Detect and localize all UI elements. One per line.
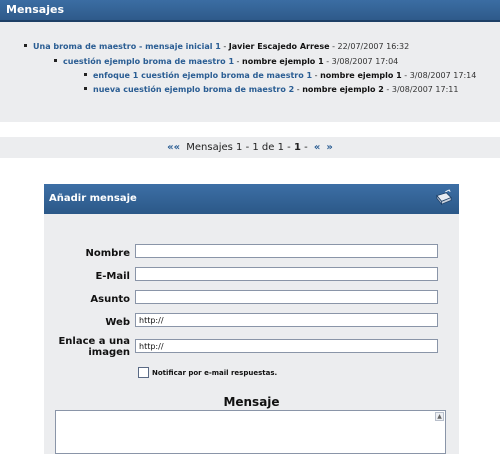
pager [0, 137, 500, 158]
message-date: - 3/08/2007 17:11 [383, 85, 459, 94]
current-page: 1 [293, 142, 301, 153]
message-date: - 3/08/2007 17:04 [323, 57, 399, 66]
add-message-form [44, 184, 459, 454]
list-item [54, 56, 398, 67]
image-link-field[interactable]: http:// [135, 339, 438, 353]
separator: - [294, 85, 303, 94]
message-author: nombre ejemplo 2 [302, 85, 384, 94]
bullet-icon [84, 73, 87, 76]
list-item [84, 84, 458, 95]
pager-sep: - [300, 142, 311, 153]
message-date: - 3/08/2007 17:14 [401, 71, 477, 80]
form-header [44, 184, 459, 214]
email-label: E-Mail [95, 271, 130, 282]
nombre-field[interactable] [135, 244, 438, 258]
add-message-icon [434, 189, 453, 208]
list-item [84, 70, 476, 81]
message-link[interactable]: cuestión ejemplo broma de maestro 1 [63, 57, 235, 66]
pager-text: Mensajes 1 - 1 de 1 - [183, 142, 294, 153]
web-label: Web [105, 317, 130, 328]
enlace-label-line1: Enlace a una [58, 336, 130, 347]
message-textarea[interactable] [55, 410, 446, 454]
web-field[interactable]: http:// [135, 313, 438, 327]
enlace-label-line2: imagen [88, 347, 130, 358]
asunto-label: Asunto [90, 294, 130, 305]
bullet-icon [84, 87, 87, 90]
message-link[interactable]: nueva cuestión ejemplo broma de maestro 2 [93, 85, 295, 94]
notify-checkbox[interactable] [138, 367, 149, 378]
message-date: - 22/07/2007 16:32 [329, 42, 410, 51]
bullet-icon [24, 44, 27, 47]
first-page-link[interactable]: «« [167, 142, 181, 153]
nombre-label: Nombre [85, 248, 130, 259]
prev-page-link[interactable]: « [313, 142, 321, 153]
scroll-up-icon[interactable]: ▲ [435, 412, 444, 421]
message-link[interactable]: enfoque 1 cuestión ejemplo broma de maestro 1 [93, 71, 313, 80]
message-author: Javier Escajedo Arrese [228, 42, 330, 51]
message-link[interactable]: Una broma de maestro - mensaje inicial 1 [33, 42, 221, 51]
next-page-link[interactable]: » [326, 142, 333, 153]
separator: - [312, 71, 321, 80]
list-item [24, 41, 409, 52]
bullet-icon [54, 59, 57, 62]
messages-header: Mensajes [0, 0, 500, 22]
separator: - [234, 57, 242, 66]
separator: - [220, 42, 229, 51]
message-author: nombre ejemplo 1 [242, 57, 324, 66]
form-title: Añadir mensaje [49, 193, 137, 204]
notify-label: Notificar por e-mail respuestas. [152, 369, 278, 377]
message-author: nombre ejemplo 1 [320, 71, 402, 80]
email-field[interactable] [135, 267, 438, 281]
messages-panel [0, 0, 500, 122]
asunto-field[interactable] [135, 290, 438, 304]
message-heading: Mensaje [223, 395, 280, 409]
